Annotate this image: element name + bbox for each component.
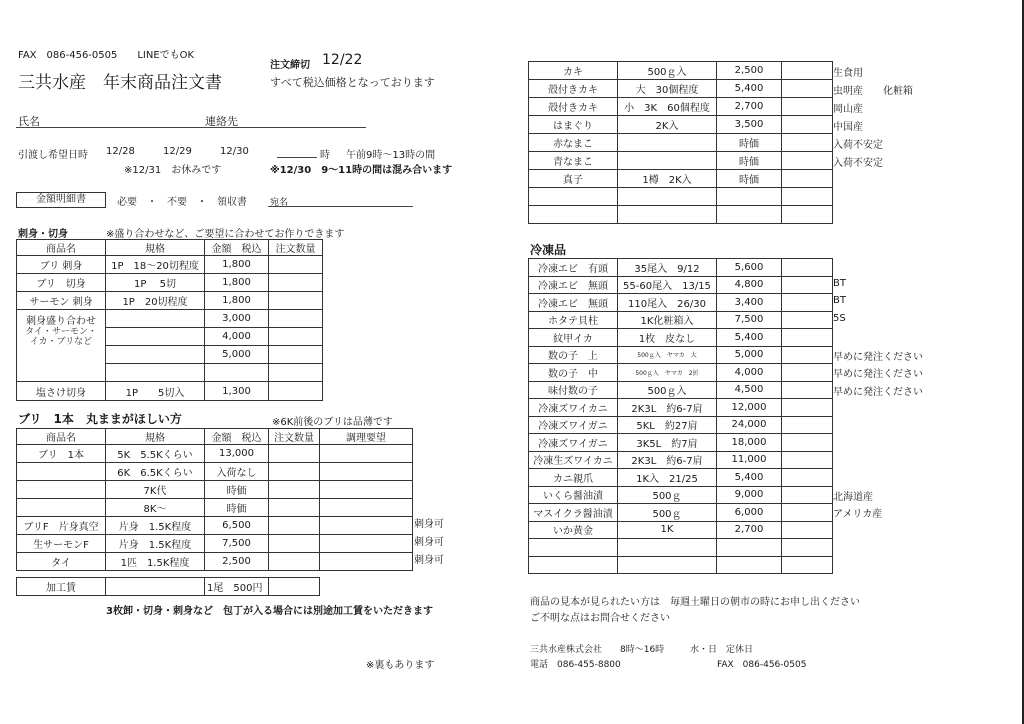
table-row: [17, 481, 413, 499]
item-name: 冷凍エビ 有頭: [529, 259, 618, 277]
assort-name: 刺身盛り合わせ: [26, 316, 96, 327]
item-name: [529, 556, 618, 574]
request-cell[interactable]: [320, 463, 413, 481]
item-price: 13,000: [205, 445, 269, 463]
item-spec: 1K: [618, 521, 717, 539]
item-price: 3,500: [717, 116, 782, 134]
item-name: ホタテ貝柱: [529, 311, 618, 329]
item-price: 1尾 500円: [205, 578, 269, 596]
qty-cell[interactable]: [782, 116, 833, 134]
qty-cell[interactable]: [782, 346, 833, 364]
qty-cell[interactable]: [269, 382, 323, 401]
item-price: 6,500: [205, 517, 269, 535]
item-price: 時価: [205, 481, 269, 499]
item-spec: 1P 20切程度: [106, 292, 205, 310]
qty-cell[interactable]: [782, 134, 833, 152]
table-row: [529, 116, 833, 134]
qty-cell[interactable]: [269, 535, 320, 553]
qty-cell[interactable]: [269, 292, 323, 310]
assort-sub: タイ・サーモン・ イカ・ブリなど: [25, 327, 97, 347]
row-note: 北海道産: [833, 491, 873, 503]
fax-line: FAX 086-456-0505 LINEでもOK: [18, 50, 195, 61]
table-row: [529, 346, 833, 364]
item-spec: 2K3L 約6-7肩: [618, 451, 717, 469]
fax-footer: FAX 086-456-0505: [717, 660, 807, 670]
item-name: [17, 463, 106, 481]
table-row: [529, 504, 833, 522]
item-name: 冷凍生ズワイカニ: [529, 451, 618, 469]
item-spec: 5K 5.5Kくらい: [106, 445, 205, 463]
item-price: 7,500: [205, 535, 269, 553]
contact-label: 連絡先: [205, 115, 238, 128]
page-title: 三共水産 年末商品注文書: [18, 73, 222, 93]
item-price: 4,500: [717, 381, 782, 399]
item-price: 2,500: [717, 62, 782, 80]
request-cell[interactable]: [320, 499, 413, 517]
item-spec: 1P 5切入: [106, 382, 205, 401]
qty-cell[interactable]: [782, 451, 833, 469]
item-spec: [618, 152, 717, 170]
item-spec: [618, 134, 717, 152]
item-price: [717, 206, 782, 224]
table-header-row: [17, 240, 323, 256]
row-note: 生食用: [833, 68, 863, 79]
item-name: 赤なまこ: [529, 134, 618, 152]
qty-cell[interactable]: [782, 294, 833, 312]
item-name: マスイクラ醤油漬: [529, 504, 618, 522]
qty-cell[interactable]: [269, 445, 320, 463]
item-spec: 500ｇ: [618, 504, 717, 522]
qty-cell[interactable]: [269, 499, 320, 517]
item-spec: 55-60尾入 13/15: [618, 276, 717, 294]
item-name: 紋甲イカ: [529, 329, 618, 347]
qty-cell[interactable]: [269, 328, 323, 346]
item-spec: 2K3L 約6-7肩: [618, 399, 717, 417]
closed-note: ※12/31 お休みです: [124, 165, 222, 176]
item-price: 9,000: [717, 486, 782, 504]
whole-table: [16, 428, 413, 571]
item-spec: 1P 18～20切程度: [106, 256, 205, 274]
item-price: 4,000: [717, 364, 782, 382]
time-range: 午前9時～13時の間: [346, 150, 436, 161]
item-name: [529, 539, 618, 557]
sashimi-note: ※盛り合わせなど、ご要望に合わせてお作りできます: [106, 229, 345, 240]
item-price: 6,000: [717, 504, 782, 522]
frozen-title: 冷凍品: [530, 243, 567, 257]
table-row: [529, 364, 833, 382]
item-spec: 8K～: [106, 499, 205, 517]
shellfish-table: [528, 61, 833, 224]
statement-box: 金額明細書: [16, 192, 106, 208]
qty-cell[interactable]: [782, 539, 833, 557]
table-row: [529, 521, 833, 539]
item-name: [529, 206, 618, 224]
table-row: [17, 274, 323, 292]
item-name: タイ: [17, 553, 106, 571]
item-spec: [618, 188, 717, 206]
table-row: [529, 451, 833, 469]
item-price: 1,800: [205, 274, 269, 292]
col-header-qty: 注文数量: [269, 240, 323, 256]
table-row: [17, 445, 413, 463]
row-note: 虫明産 化粧箱: [833, 86, 913, 97]
request-cell[interactable]: [320, 481, 413, 499]
request-cell[interactable]: [320, 553, 413, 571]
item-price: 1,300: [205, 382, 269, 401]
item-spec: 大 30個程度: [618, 80, 717, 98]
item-spec: 片身 1.5K程度: [106, 535, 205, 553]
row-note: 岡山産: [833, 104, 863, 115]
table-row: [529, 399, 833, 417]
row-note: 早めに発注ください: [833, 351, 923, 363]
item-name: 真子: [529, 170, 618, 188]
item-spec: 500ｇ入: [618, 381, 717, 399]
table-row: [529, 80, 833, 98]
delivery-date-2[interactable]: 12/29: [163, 146, 192, 157]
qty-cell[interactable]: [782, 521, 833, 539]
qty-cell[interactable]: [782, 80, 833, 98]
item-spec: [618, 206, 717, 224]
item-name: 冷凍ズワイカニ: [529, 399, 618, 417]
qty-cell[interactable]: [782, 329, 833, 347]
item-price: 5,000: [205, 346, 269, 364]
item-name: 冷凍エビ 無頭: [529, 276, 618, 294]
item-name: 青なまこ: [529, 152, 618, 170]
item-price: 18,000: [717, 434, 782, 452]
table-header-row: [17, 429, 413, 445]
item-price: 時価: [717, 152, 782, 170]
table-row: [17, 256, 323, 274]
qty-cell[interactable]: [782, 152, 833, 170]
item-name: カキ: [529, 62, 618, 80]
qty-cell[interactable]: [269, 346, 323, 364]
item-price: 2,500: [205, 553, 269, 571]
side-note: 刺身可: [414, 537, 444, 548]
item-price: 時価: [717, 170, 782, 188]
qty-cell[interactable]: [269, 256, 323, 274]
table-row: [529, 152, 833, 170]
col-header-request: 調理要望: [320, 429, 413, 445]
item-spec: [106, 328, 205, 346]
statement-options[interactable]: 必要 ・ 不要 ・ 領収書: [117, 197, 247, 208]
whole-title: ブリ 1本 丸ままがほしい方: [18, 412, 182, 426]
qty-cell[interactable]: [269, 553, 320, 571]
holidays: 水・日 定休日: [690, 645, 754, 655]
table-row: [529, 469, 833, 487]
item-price: 5,600: [717, 259, 782, 277]
qty-cell[interactable]: [782, 434, 833, 452]
qty-cell[interactable]: [782, 381, 833, 399]
busy-note: ※12/30 9～11時の間は混み合います: [270, 165, 453, 176]
row-note: 中国産: [833, 122, 863, 133]
addressee-label: 宛名: [270, 198, 289, 208]
qty-cell[interactable]: [782, 206, 833, 224]
item-name: 生サーモンF: [17, 535, 106, 553]
side-note: 刺身可: [414, 555, 444, 566]
item-spec: 小 3K 60個程度: [618, 98, 717, 116]
table-row: [529, 329, 833, 347]
table-row: [17, 535, 413, 553]
side-note: 刺身可: [414, 519, 444, 530]
item-name: [17, 499, 106, 517]
row-note: 早めに発注ください: [833, 369, 923, 380]
item-spec: 2K入: [618, 116, 717, 134]
item-price: 3,400: [717, 294, 782, 312]
item-name: [529, 188, 618, 206]
item-spec: [618, 539, 717, 557]
table-row: [529, 276, 833, 294]
item-spec: 500ｇ入 ヤマカ 2折: [618, 364, 717, 382]
item-name: ブリ 切身: [17, 274, 106, 292]
item-name: 塩さけ切身: [17, 382, 106, 401]
item-price: 2,700: [717, 521, 782, 539]
sample-note: 商品の見本が見られたい方は 毎週土曜日の朝市の時にお申し出ください: [530, 597, 860, 608]
assort-cell: [17, 310, 106, 382]
table-row: [529, 98, 833, 116]
table-row: [529, 62, 833, 80]
sashimi-table: [16, 239, 323, 401]
qty-cell[interactable]: [782, 170, 833, 188]
item-spec: 500ｇ入 ヤマカ 大: [618, 346, 717, 364]
item-spec: 500ｇ入: [618, 62, 717, 80]
item-price: 4,800: [717, 276, 782, 294]
col-header-price: 金額 税込: [205, 240, 269, 256]
qty-cell[interactable]: [782, 259, 833, 277]
request-cell[interactable]: [320, 517, 413, 535]
table-row: [529, 486, 833, 504]
back-note: ※裏もあります: [366, 660, 435, 671]
item-price: 1,800: [205, 292, 269, 310]
item-name: 殻付きカキ: [529, 80, 618, 98]
item-name: 加工賃: [17, 578, 106, 596]
delivery-label: 引渡し希望日時: [18, 150, 88, 161]
whole-note: ※6K前後のブリは品薄です: [272, 417, 393, 428]
item-name: 数の子 中: [529, 364, 618, 382]
table-row: [17, 292, 323, 310]
item-price: 1,800: [205, 256, 269, 274]
table-row: [529, 381, 833, 399]
qty-cell[interactable]: [269, 274, 323, 292]
item-price: 入荷なし: [205, 463, 269, 481]
item-price: 3,000: [205, 310, 269, 328]
item-spec: 1匹 1.5K程度: [106, 553, 205, 571]
qty-cell[interactable]: [782, 311, 833, 329]
item-spec: 500ｇ: [618, 486, 717, 504]
addressee-field[interactable]: [268, 206, 413, 207]
item-name: ブリ 1本: [17, 445, 106, 463]
tax-note: すべて税込価格となっております: [270, 76, 435, 89]
col-header-spec: 規格: [106, 240, 205, 256]
row-note: 入荷不安定: [833, 140, 883, 151]
request-cell[interactable]: [320, 535, 413, 553]
table-row: [529, 539, 833, 557]
table-row: [529, 188, 833, 206]
deadline-value: 12/22: [322, 52, 363, 68]
item-price: 4,000: [205, 328, 269, 346]
table-row: [529, 434, 833, 452]
qty-cell[interactable]: [782, 556, 833, 574]
item-name: 殻付きカキ: [529, 98, 618, 116]
qty-cell[interactable]: [782, 62, 833, 80]
time-field[interactable]: [277, 157, 317, 158]
item-spec: [106, 578, 205, 596]
item-spec: 1K入 21/25: [618, 469, 717, 487]
item-spec: [106, 310, 205, 328]
item-spec: 1枚 皮なし: [618, 329, 717, 347]
item-spec: 6K 6.5Kくらい: [106, 463, 205, 481]
item-spec: 1P 5切: [106, 274, 205, 292]
table-row: [17, 310, 323, 328]
name-contact-field[interactable]: [16, 127, 366, 128]
table-row: [529, 556, 833, 574]
row-note: 入荷不安定: [833, 158, 883, 169]
item-price: 5,000: [717, 346, 782, 364]
table-row: [529, 294, 833, 312]
item-price: 時価: [205, 499, 269, 517]
qty-cell[interactable]: [782, 504, 833, 522]
name-label: 氏名: [18, 115, 40, 128]
qty-cell[interactable]: [269, 364, 323, 382]
item-price: 5,400: [717, 469, 782, 487]
item-price: 24,000: [717, 416, 782, 434]
processing-note: 3枚卸・切身・刺身など 包丁が入る場合には別途加工賃をいただきます: [106, 606, 433, 617]
inquiry-note: ご不明な点はお問合せください: [530, 613, 670, 624]
qty-cell[interactable]: [782, 276, 833, 294]
item-name: 冷凍ズワイガニ: [529, 434, 618, 452]
item-name: 数の子 上: [529, 346, 618, 364]
item-name: サーモン 刺身: [17, 292, 106, 310]
item-name: ブリ 刺身: [17, 256, 106, 274]
request-cell[interactable]: [320, 445, 413, 463]
item-spec: [106, 346, 205, 364]
delivery-date-3[interactable]: 12/30: [220, 146, 249, 157]
item-name: いか黄金: [529, 521, 618, 539]
item-price: 12,000: [717, 399, 782, 417]
table-row: [529, 259, 833, 277]
item-price: [717, 539, 782, 557]
table-row: [17, 382, 323, 401]
item-spec: 35尾入 9/12: [618, 259, 717, 277]
table-row: [17, 517, 413, 535]
item-price: 2,700: [717, 98, 782, 116]
qty-cell[interactable]: [269, 310, 323, 328]
qty-cell[interactable]: [782, 399, 833, 417]
item-spec: [618, 556, 717, 574]
row-note: アメリカ産: [833, 509, 883, 520]
item-name: 冷凍エビ 無頭: [529, 294, 618, 312]
qty-cell[interactable]: [782, 469, 833, 487]
qty-cell[interactable]: [782, 364, 833, 382]
col-header-spec: 規格: [106, 429, 205, 445]
table-row: [529, 134, 833, 152]
item-name: [17, 481, 106, 499]
row-note: 5S: [833, 312, 846, 324]
item-spec: 1樽 2K入: [618, 170, 717, 188]
item-price: [205, 364, 269, 382]
item-name: ブリF 片身真空: [17, 517, 106, 535]
qty-cell[interactable]: [269, 463, 320, 481]
item-spec: 3K5L 約7肩: [618, 434, 717, 452]
sashimi-title: 刺身・切身: [18, 229, 68, 240]
item-price: 時価: [717, 134, 782, 152]
item-price: [717, 556, 782, 574]
deadline-label: 注文締切: [270, 60, 310, 71]
frozen-table: [528, 258, 833, 574]
row-note: BT: [833, 295, 846, 306]
qty-cell[interactable]: [269, 578, 320, 596]
col-header-price: 金額 税込: [205, 429, 269, 445]
time-suffix: 時: [320, 150, 330, 161]
qty-cell[interactable]: [269, 517, 320, 535]
item-price: 7,500: [717, 311, 782, 329]
item-spec: 片身 1.5K程度: [106, 517, 205, 535]
company-hours: 三共水産株式会社 8時～16時: [530, 645, 665, 655]
table-row: [17, 499, 413, 517]
qty-cell[interactable]: [782, 188, 833, 206]
table-row: [17, 463, 413, 481]
item-spec: 1K化粧箱入: [618, 311, 717, 329]
delivery-date-1[interactable]: 12/28: [106, 146, 135, 157]
table-row: [529, 170, 833, 188]
row-note: 早めに発注ください: [833, 386, 923, 398]
table-row: [529, 311, 833, 329]
item-spec: 5KL 約27肩: [618, 416, 717, 434]
table-row: [17, 578, 320, 596]
item-spec: 7K代: [106, 481, 205, 499]
item-spec: 110尾入 26/30: [618, 294, 717, 312]
item-name: 味付数の子: [529, 381, 618, 399]
col-header-name: 商品名: [17, 429, 106, 445]
qty-cell[interactable]: [269, 481, 320, 499]
item-price: 5,400: [717, 329, 782, 347]
table-row: [529, 416, 833, 434]
item-name: カニ親爪: [529, 469, 618, 487]
qty-cell[interactable]: [782, 98, 833, 116]
processing-table: [16, 577, 320, 596]
item-price: 11,000: [717, 451, 782, 469]
qty-cell[interactable]: [782, 416, 833, 434]
table-row: [17, 553, 413, 571]
col-header-qty: 注文数量: [269, 429, 320, 445]
item-spec: [106, 364, 205, 382]
item-price: 5,400: [717, 80, 782, 98]
item-name: はまぐり: [529, 116, 618, 134]
col-header-name: 商品名: [17, 240, 106, 256]
table-row: [529, 206, 833, 224]
phone: 電話 086-455-8800: [530, 660, 621, 670]
item-name: いくら醤油漬: [529, 486, 618, 504]
item-price: [717, 188, 782, 206]
row-note: BT: [833, 277, 846, 289]
item-name: 冷凍ズワイガニ: [529, 416, 618, 434]
qty-cell[interactable]: [782, 486, 833, 504]
